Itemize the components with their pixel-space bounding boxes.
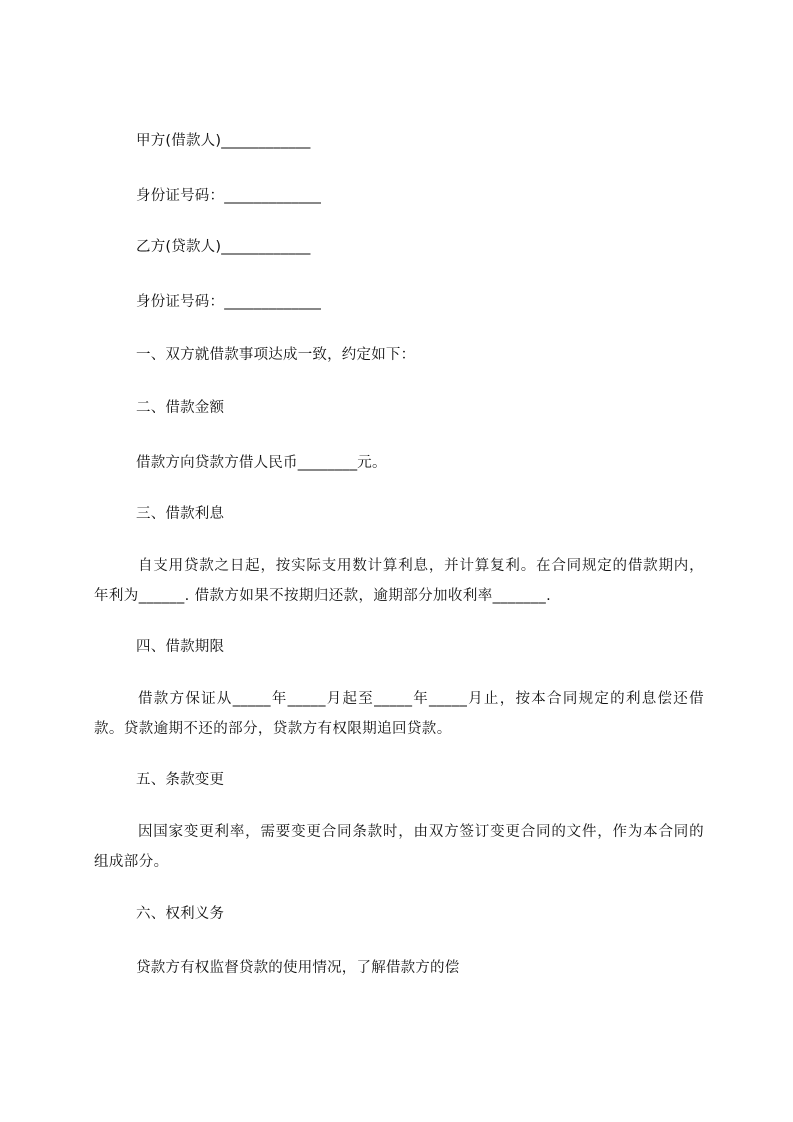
party-b-id-line: 身份证号码：_____________ [136, 294, 322, 310]
party-a-line: 甲方(借款人)____________ [136, 133, 311, 149]
section-heading-change: 五、条款变更 [136, 772, 225, 788]
change-paragraph: 因国家变更利率，需要变更合同条款时，由双方签订变更合同的文件，作为本合同的组成部分。 [94, 824, 704, 870]
section-heading-term: 四、借款期限 [136, 639, 225, 655]
section-heading-rights: 六、权利义务 [136, 906, 225, 922]
clause-1-text: 一、双方就借款事项达成一致，约定如下： [136, 347, 416, 363]
term-paragraph: 借款方保证从_____年_____月起至_____年_____月止，按本合同规定的利息偿还借款。贷款逾期不还的部分，贷款方有权限期追回贷款。 [94, 691, 704, 737]
section-heading-interest: 三、借款利息 [136, 506, 225, 522]
party-b-line: 乙方(贷款人)____________ [136, 239, 311, 255]
interest-paragraph: 自支用贷款之日起，按实际支用数计算利息，并计算复利。在合同规定的借款期内，年利为______. 借款方如果不按期归还款，逾期部分加收利率_______. [94, 558, 704, 604]
party-a-id-line: 身份证号码：_____________ [136, 188, 322, 204]
section-heading-amount: 二、借款金额 [136, 400, 225, 416]
rights-text: 贷款方有权监督贷款的使用情况，了解借款方的偿 [136, 960, 460, 976]
amount-text: 借款方向贷款方借人民币________元。 [136, 455, 387, 471]
